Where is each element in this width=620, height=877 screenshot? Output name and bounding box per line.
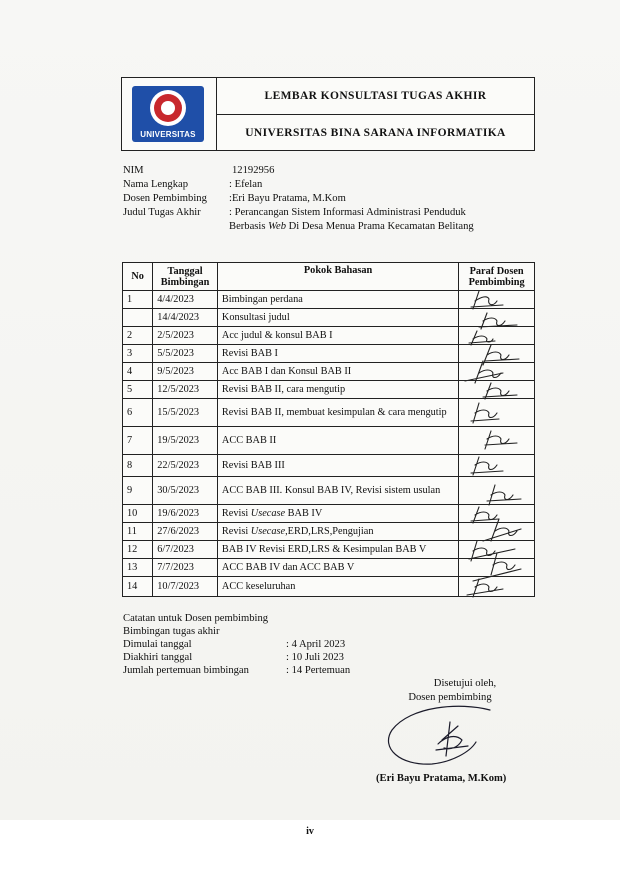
row-pokok: Bimbingan perdana	[217, 291, 458, 309]
approval-disetujui: Disetujui oleh,	[433, 678, 497, 689]
jumlah-label: Jumlah pertemuan bimbingan	[123, 665, 249, 676]
approval-dosen: Dosen pembimbing	[408, 692, 492, 703]
nama-label: Nama Lengkap	[123, 179, 189, 190]
notes-catatan: Catatan untuk Dosen pembimbing	[123, 613, 269, 624]
header-box	[121, 77, 535, 151]
header-no: No	[123, 263, 153, 291]
row-no: 13	[123, 559, 153, 577]
row-no: 8	[123, 455, 153, 477]
row-pokok: Revisi Usecase BAB IV	[217, 505, 458, 523]
paraf-signature	[459, 577, 535, 597]
row-tanggal: 2/5/2023	[153, 327, 218, 345]
header-tanggal: Tanggal Bimbingan	[153, 263, 218, 291]
row-pokok: Revisi BAB I	[217, 345, 458, 363]
notes-dimulai	[123, 638, 346, 651]
row-pokok: ACC BAB II	[217, 427, 458, 455]
row-pokok: ACC BAB III. Konsul BAB IV, Revisi sistem usulan	[217, 477, 458, 505]
row-pokok: Revisi BAB II, cara mengutip	[217, 381, 458, 399]
nim-label: NIM	[123, 165, 144, 176]
row-tanggal: 6/7/2023	[153, 541, 218, 559]
row-tanggal: 9/5/2023	[153, 363, 218, 381]
row-no: 9	[123, 477, 153, 505]
university-name: UNIVERSITAS BINA SARANA INFORMATIKA	[245, 126, 506, 139]
row-tanggal: 19/6/2023	[153, 505, 218, 523]
page-number: iv	[306, 826, 314, 837]
row-no: 12	[123, 541, 153, 559]
row-no: 14	[123, 577, 153, 597]
row-no: 6	[123, 399, 153, 427]
table-row	[123, 455, 535, 477]
judul-label: Judul Tugas Akhir	[123, 207, 201, 218]
logo-emblem-icon	[150, 90, 186, 126]
row-tanggal: 22/5/2023	[153, 455, 218, 477]
notes-bimbingan: Bimbingan tugas akhir	[123, 626, 220, 637]
header-pokok: Pokok Bahasan	[217, 263, 458, 291]
row-tanggal: 7/7/2023	[153, 559, 218, 577]
row-no: 4	[123, 363, 153, 381]
row-pokok: BAB IV Revisi ERD,LRS & Kesimpulan BAB V	[217, 541, 458, 559]
row-no: 7	[123, 427, 153, 455]
consultation-table	[122, 262, 535, 597]
row-tanggal: 27/6/2023	[153, 523, 218, 541]
supervision-notes	[123, 612, 351, 677]
university-logo	[132, 86, 204, 142]
row-pokok: Konsultasi judul	[217, 309, 458, 327]
row-tanggal: 10/7/2023	[153, 577, 218, 597]
judul-value-line2: Berbasis Web Di Desa Menua Prama Kecamatan Belitang	[229, 221, 474, 232]
row-tanggal: 12/5/2023	[153, 381, 218, 399]
row-tanggal: 4/4/2023	[153, 291, 218, 309]
table-row	[123, 577, 535, 597]
supervisor-name: (Eri Bayu Pratama, M.Kom)	[376, 773, 507, 784]
row-tanggal: 5/5/2023	[153, 345, 218, 363]
row-tanggal: 30/5/2023	[153, 477, 218, 505]
dosen-label: Dosen Pembimbing	[123, 193, 207, 204]
row-no: 2	[123, 327, 153, 345]
table-row	[123, 381, 535, 399]
row-pokok: ACC BAB IV dan ACC BAB V	[217, 559, 458, 577]
notes-jumlah	[123, 664, 351, 677]
row-no: 1	[123, 291, 153, 309]
jumlah-value: : 14 Pertemuan	[286, 665, 351, 676]
diakhiri-label: Diakhiri tanggal	[123, 652, 193, 663]
row-no: 5	[123, 381, 153, 399]
logo-text: UNIVERSITAS	[140, 130, 196, 139]
row-pokok: Acc judul & konsul BAB I	[217, 327, 458, 345]
row-tanggal: 19/5/2023	[153, 427, 218, 455]
notes-diakhiri	[123, 651, 344, 664]
paraf-signature	[459, 381, 535, 399]
row-pokok: ACC keseluruhan	[217, 577, 458, 597]
paraf-signature	[459, 455, 535, 477]
dimulai-value: : 4 April 2023	[286, 639, 346, 650]
form-title: LEMBAR KONSULTASI TUGAS AKHIR	[217, 78, 534, 115]
supervisor-signature	[380, 700, 500, 780]
row-no	[123, 309, 153, 327]
logo-cell	[122, 78, 217, 150]
nama-value: : Efelan	[229, 179, 263, 190]
header-paraf: Paraf Dosen Pembimbing	[459, 263, 535, 291]
row-tanggal: 15/5/2023	[153, 399, 218, 427]
row-pokok: Revisi BAB III	[217, 455, 458, 477]
judul-value-line1: : Perancangan Sistem Informasi Administrasi Penduduk	[229, 207, 466, 218]
row-pokok: Revisi BAB II, membuat kesimpulan & cara mengutip	[217, 399, 458, 427]
dimulai-label: Dimulai tanggal	[123, 639, 192, 650]
row-tanggal: 14/4/2023	[153, 309, 218, 327]
diakhiri-value: : 10 Juli 2023	[286, 652, 344, 663]
row-no: 11	[123, 523, 153, 541]
row-pokok: Acc BAB I dan Konsul BAB II	[217, 363, 458, 381]
dosen-value: :Eri Bayu Pratama, M.Kom	[229, 193, 346, 204]
nim-value: 12192956	[232, 165, 275, 176]
row-no: 3	[123, 345, 153, 363]
row-pokok: Revisi Usecase,ERD,LRS,Pengujian	[217, 523, 458, 541]
row-no: 10	[123, 505, 153, 523]
